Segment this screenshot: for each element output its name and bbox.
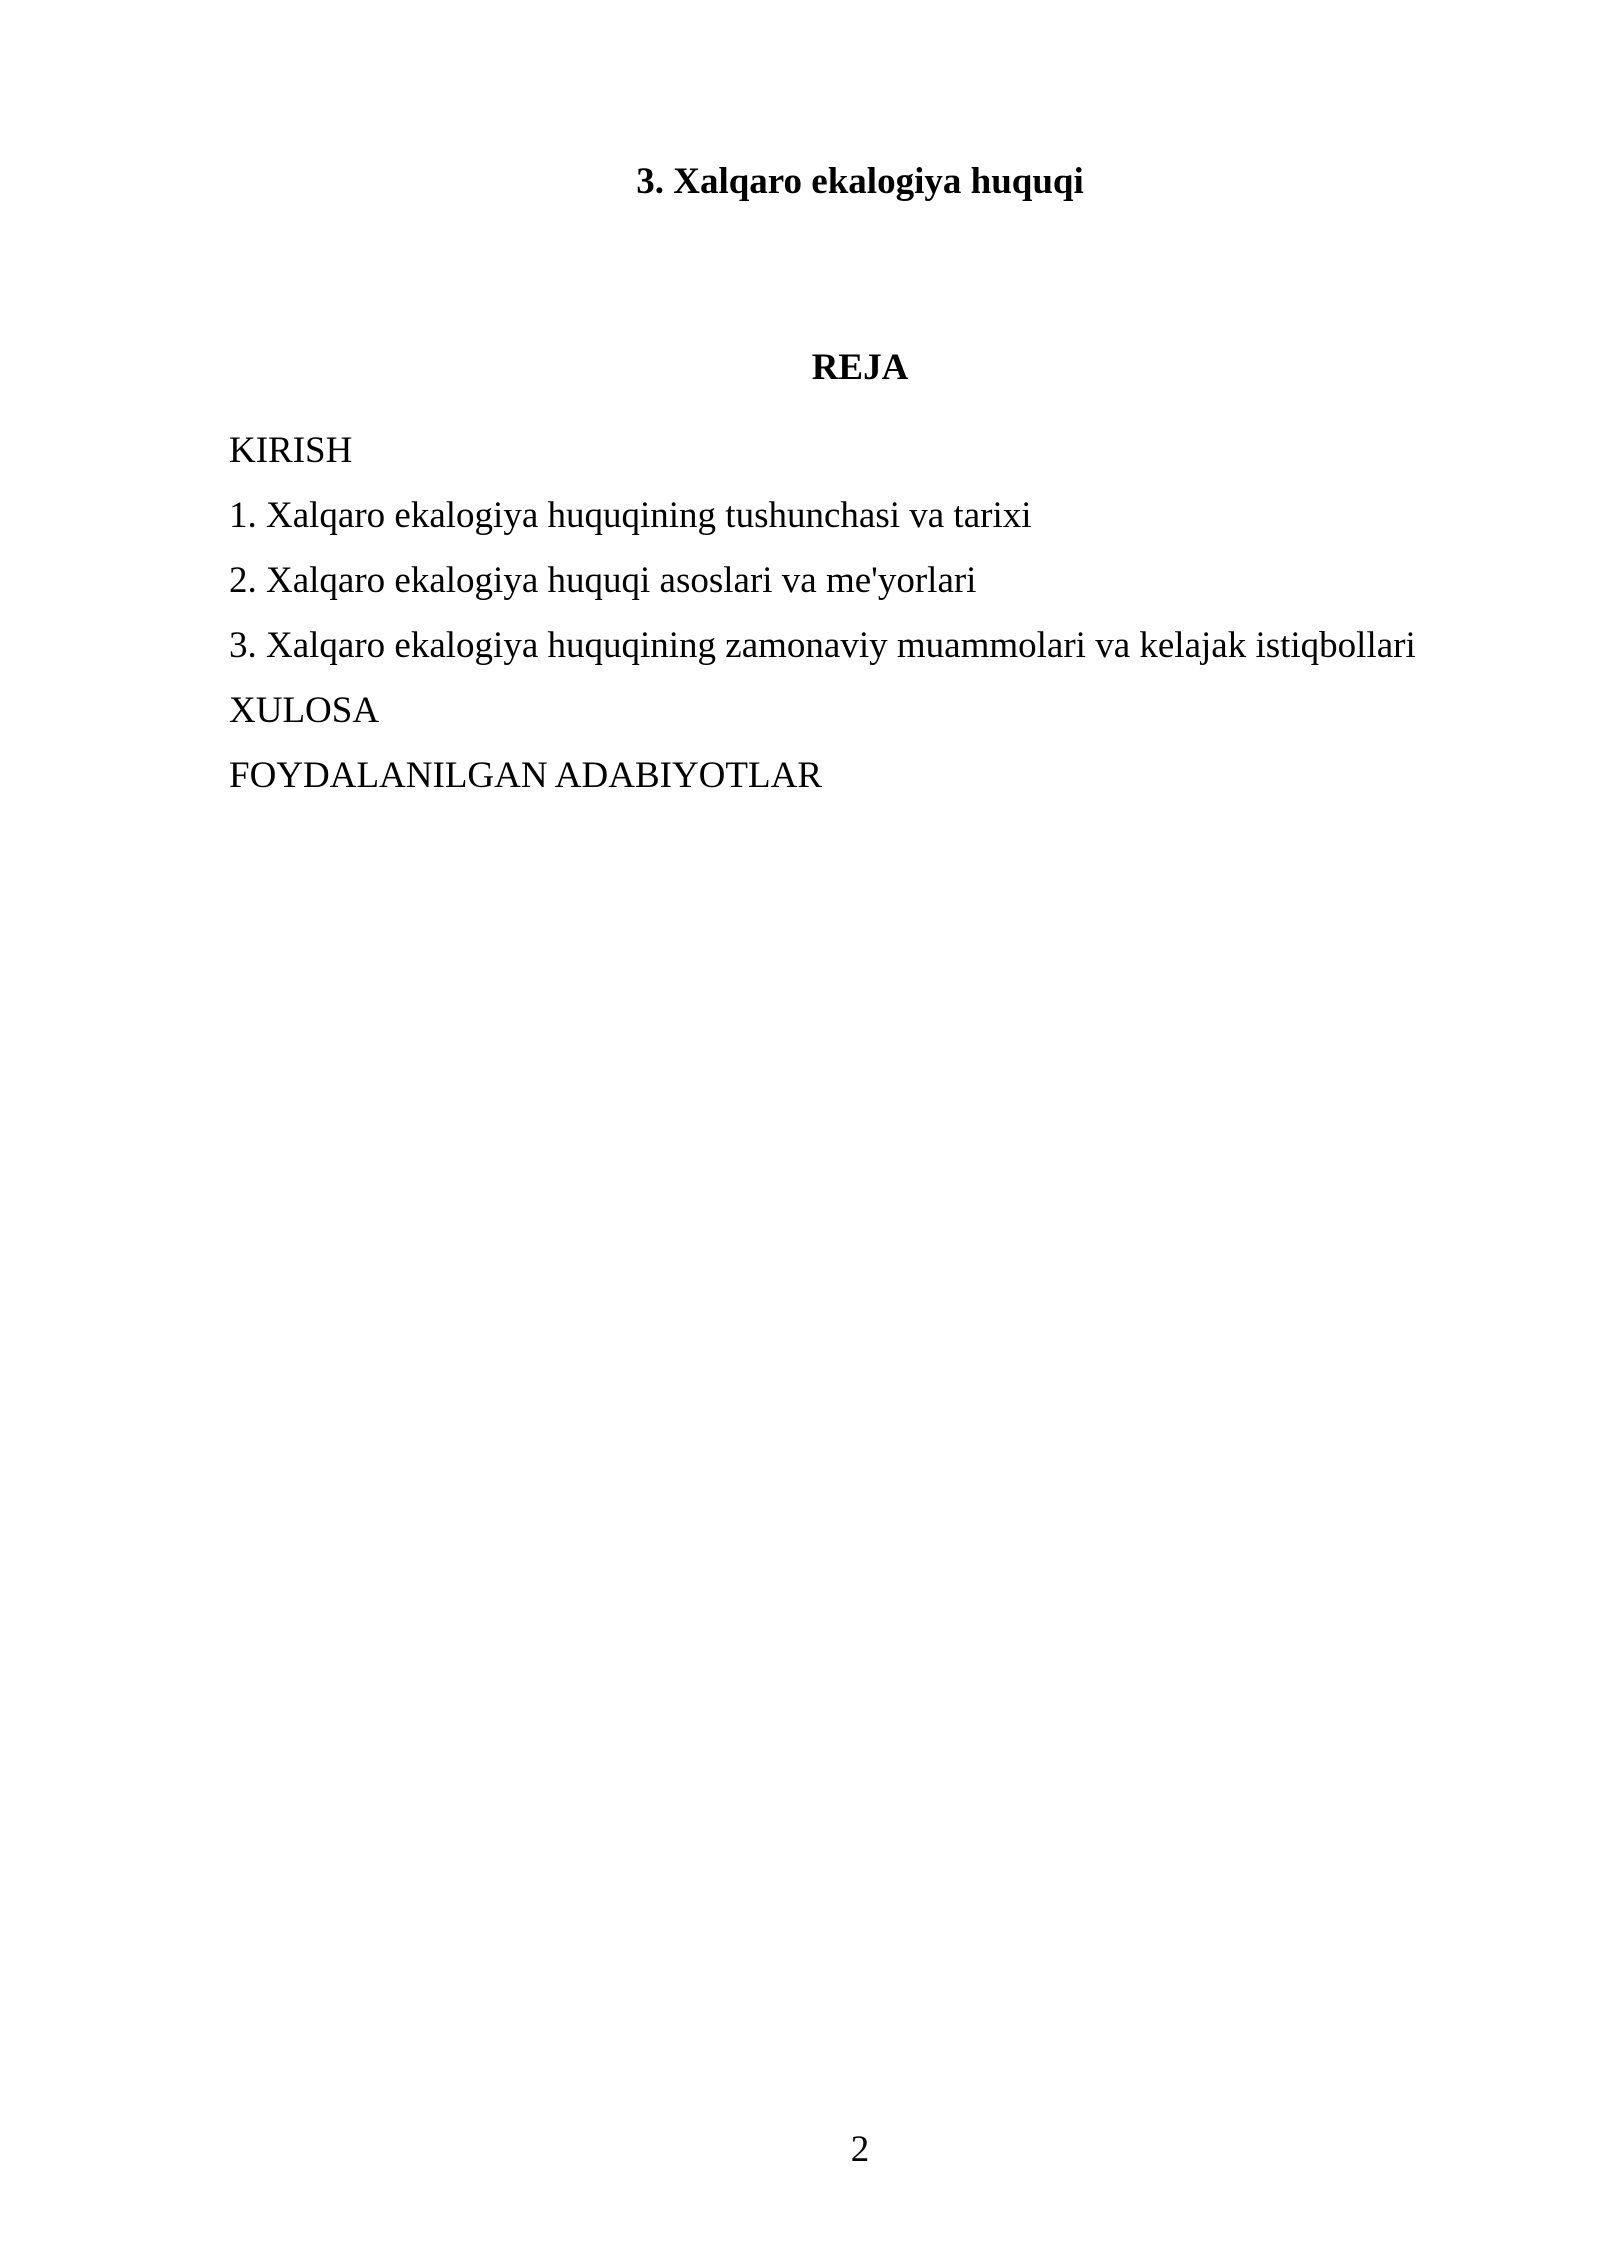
plan-item-conclusion: XULOSA [229,690,380,731]
document-title: 3. Xalqaro ekalogiya huquqi [636,161,1084,202]
plan-item-references: FOYDALANILGAN ADABIYOTLAR [229,755,822,796]
plan-item-intro: KIRISH [229,430,353,471]
plan-list [229,418,1529,808]
plan-item-3: 3. Xalqaro ekalogiya huquqining zamonaviy muammolari va kelajak istiqbollari [229,625,1416,666]
plan-heading: REJA [811,347,909,388]
plan-item-2: 2. Xalqaro ekalogiya huquqi asoslari va me'yorlari [229,560,977,601]
page-number: 2 [850,2129,870,2170]
plan-item-1: 1. Xalqaro ekalogiya huquqining tushunchasi va tarixi [229,495,1032,536]
